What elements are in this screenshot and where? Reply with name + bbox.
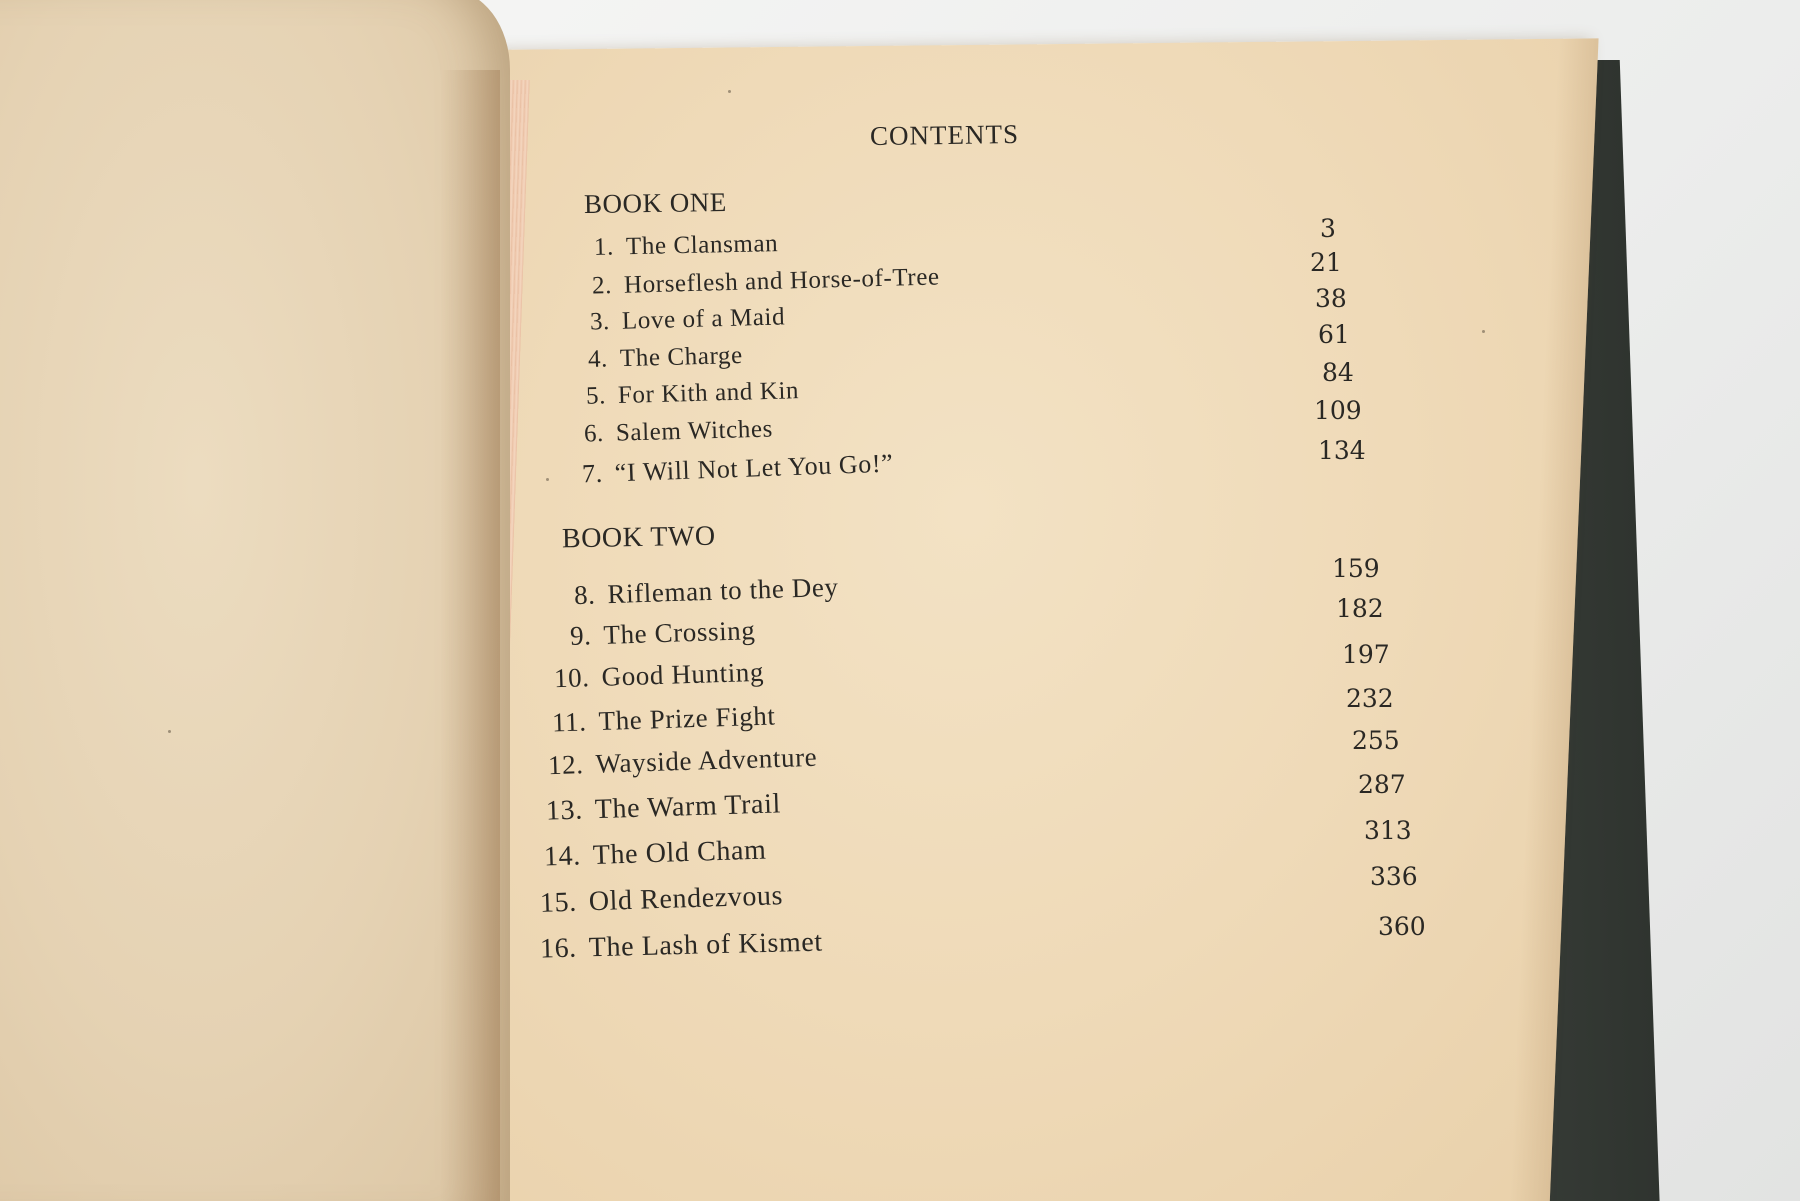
- chapter-title: The Prize Fight: [598, 700, 776, 737]
- chapter-page: 38: [1315, 284, 1347, 313]
- paper-speck: [546, 478, 549, 481]
- chapter-page: 232: [1346, 684, 1394, 713]
- chapter-title: The Clansman: [625, 230, 779, 261]
- chapter-number: 4.: [587, 345, 609, 374]
- chapter-title: Rifleman to the Dey: [607, 571, 839, 610]
- chapter-page: 313: [1364, 816, 1412, 845]
- chapter-page: 159: [1332, 554, 1380, 583]
- chapter-entry: [586, 377, 800, 411]
- contents-title: CONTENTS: [869, 118, 1020, 152]
- chapter-number: 10.: [553, 662, 591, 694]
- chapter-number: 7.: [581, 458, 604, 489]
- chapter-title: For Kith and Kin: [617, 377, 800, 409]
- chapter-page: 3: [1320, 214, 1336, 243]
- paper-speck: [728, 90, 731, 93]
- chapter-number: 8.: [573, 579, 596, 611]
- chapter-title: The Crossing: [602, 615, 756, 650]
- paper-speck: [1482, 330, 1485, 333]
- chapter-page: 360: [1378, 912, 1426, 941]
- chapter-entry: [584, 416, 774, 449]
- chapter-title: Salem Witches: [615, 415, 774, 447]
- chapter-page: 182: [1336, 594, 1384, 623]
- chapter-number: 14.: [543, 840, 582, 873]
- chapter-number: 6.: [583, 419, 605, 448]
- chapter-number: 11.: [551, 706, 588, 738]
- chapter-number: 2.: [591, 272, 613, 300]
- book-one-heading: BOOK ONE: [583, 187, 727, 219]
- chapter-title: Wayside Adventure: [595, 741, 818, 779]
- chapter-entry: [594, 230, 779, 262]
- chapter-page: 109: [1314, 396, 1362, 425]
- chapter-number: 5.: [585, 382, 607, 410]
- chapter-entry: [590, 303, 786, 336]
- chapter-title: “I Will Not Let You Go!”: [614, 448, 894, 488]
- chapter-title: Good Hunting: [601, 656, 765, 692]
- chapter-title: The Lash of Kismet: [588, 926, 824, 964]
- chapter-title: Love of a Maid: [621, 303, 786, 335]
- chapter-entry: [588, 342, 743, 374]
- chapter-page: 197: [1342, 640, 1390, 669]
- paper-speck: [168, 730, 171, 733]
- blank-left-page: [0, 0, 510, 1201]
- chapter-number: 1.: [593, 233, 615, 261]
- chapter-entry: [554, 657, 765, 695]
- chapter-number: 3.: [589, 308, 611, 336]
- chapter-page: 84: [1322, 358, 1354, 387]
- chapter-number: 15.: [539, 886, 578, 919]
- chapter-page: 134: [1318, 436, 1366, 465]
- chapter-page: 61: [1318, 320, 1350, 349]
- chapter-page: 336: [1370, 862, 1418, 891]
- chapter-title: The Warm Trail: [594, 788, 782, 826]
- chapter-number: 12.: [547, 749, 585, 781]
- chapter-title: Old Rendezvous: [588, 880, 784, 918]
- chapter-page: 21: [1310, 248, 1342, 277]
- chapter-title: The Charge: [619, 341, 744, 373]
- gutter-shadow: [440, 70, 500, 1201]
- chapter-title: Horseflesh and Horse-of-Tree: [623, 263, 941, 299]
- chapter-entry: [570, 615, 756, 652]
- chapter-page: 287: [1358, 770, 1406, 799]
- chapter-number: 13.: [545, 794, 584, 827]
- chapter-title: The Old Cham: [592, 834, 767, 871]
- chapter-number: 16.: [539, 932, 578, 965]
- book-two-heading: BOOK TWO: [561, 520, 716, 555]
- chapter-page: 255: [1352, 726, 1400, 755]
- chapter-number: 9.: [569, 620, 592, 651]
